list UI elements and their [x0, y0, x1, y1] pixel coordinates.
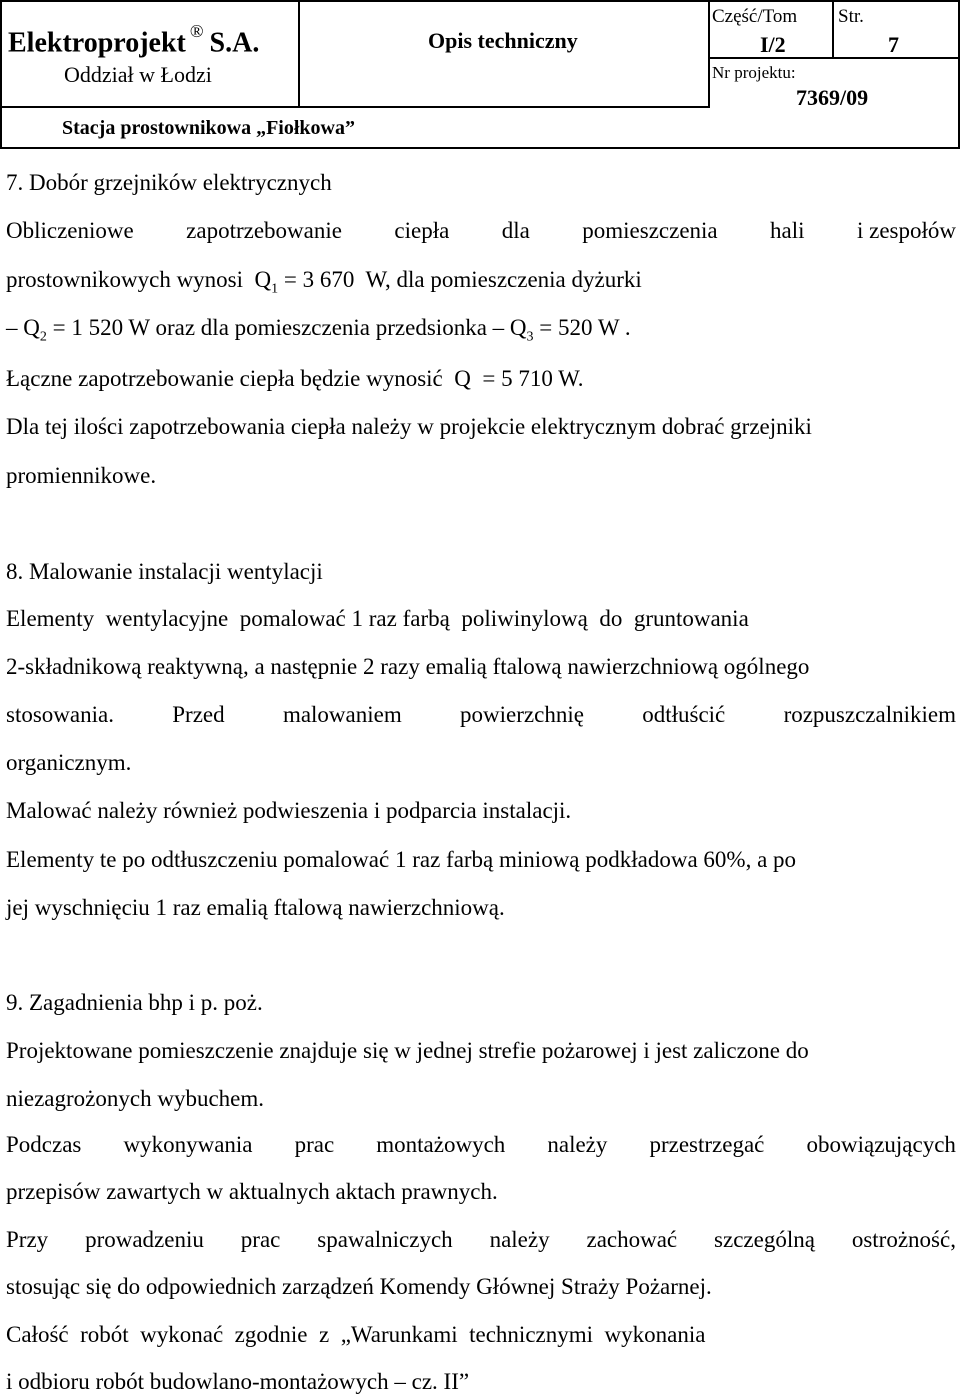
- section-8-line-4: organicznym.: [6, 750, 132, 775]
- header-row-divider: [708, 57, 960, 59]
- section-8-line-6: Elementy te po odtłuszczeniu pomalować 1 raz farbą miniową podkładowa 60%, a po: [6, 847, 797, 872]
- section-7-line-4: Łączne zapotrzebowanie ciepła będzie wynosić Q = 5 710 W.: [6, 366, 584, 391]
- section-8-line-7: jej wyschnięciu 1 raz emalią ftalową nawierzchniową.: [6, 895, 505, 920]
- station-name: Stacja prostownikowa „Fiołkowa”: [62, 117, 355, 139]
- section-9-heading: 9. Zagadnienia bhp i p. poż.: [6, 990, 263, 1015]
- section-8-line-1: Elementy wentylacyjne pomalować 1 raz farbą poliwinylową do gruntowania: [6, 606, 749, 631]
- section-8-line-2: 2-składnikową reaktywną, a następnie 2 razy emalią ftalową nawierzchniową ogólnego: [6, 654, 810, 679]
- section-9-line-7: Całość robót wykonać zgodnie z „Warunkami technicznymi wykonania: [6, 1322, 706, 1347]
- page-label: Str.: [838, 6, 864, 27]
- header-col-divider-2: [708, 0, 710, 108]
- section-8-line-3: stosowania. Przed malowaniem powierzchnię odtłuścić rozpuszczalnikiem: [6, 702, 956, 727]
- section-9-line-3: Podczas wykonywania prac montażowych należy przestrzegać obowiązujących: [6, 1132, 956, 1157]
- section-9-line-5: Przy prowadzeniu prac spawalniczych należy zachować szczególną ostrożność,: [6, 1227, 956, 1252]
- page-number: 7: [888, 32, 899, 57]
- header-col-divider-1: [298, 0, 300, 108]
- section-9-line-1: Projektowane pomieszczenie znajduje się w jednej strefie pożarowej i jest zaliczone do: [6, 1038, 809, 1063]
- project-number-label: Nr projektu:: [712, 63, 796, 82]
- company-name: Elektroprojekt ® S.A.: [8, 21, 260, 59]
- document-header: [0, 0, 960, 149]
- project-number: 7369/09: [796, 85, 869, 110]
- company-branch: Oddział w Łodzi: [64, 62, 212, 87]
- section-9-line-2: niezagrożonych wybuchem.: [6, 1086, 265, 1111]
- section-7-line-5: Dla tej ilości zapotrzebowania ciepła należy w projekcie elektrycznym dobrać grzejniki: [6, 414, 812, 439]
- header-col-divider-3: [832, 0, 834, 58]
- header-border-left: [0, 0, 2, 149]
- section-9-line-8: i odbioru robót budowlano-montażowych – cz. II”: [6, 1369, 470, 1394]
- part-label: Część/Tom: [712, 6, 798, 27]
- header-divider: [0, 106, 710, 108]
- section-7-heading: 7. Dobór grzejników elektrycznych: [6, 170, 332, 195]
- section-9-line-4: przepisów zawartych w aktualnych aktach prawnych.: [6, 1179, 498, 1204]
- section-7-line-2: prostownikowych wynosi $Q_1 = 3$ 670 W, dla pomieszczenia dyżurki: [6, 267, 642, 297]
- section-7-line-6: promiennikowe.: [6, 463, 157, 488]
- header-border-bottom: [0, 147, 960, 149]
- section-9-line-6: stosując się do odpowiednich zarządzeń Komendy Głównej Straży Pożarnej.: [6, 1274, 712, 1299]
- section-8-line-5: Malować należy również podwieszenia i podparcia instalacji.: [6, 798, 572, 823]
- section-7-line-3: – $Q_2 = 1$ 520 W oraz dla pomieszczenia przedsionka – $Q_3 = 520$ W .: [6, 315, 631, 345]
- part-value: I/2: [760, 32, 786, 57]
- document-type: Opis techniczny: [428, 28, 578, 53]
- header-border-top: [0, 0, 960, 2]
- section-8-heading: 8. Malowanie instalacji wentylacji: [6, 559, 323, 584]
- section-7-line-1: Obliczeniowe zapotrzebowanie ciepła dla pomieszczenia hali i zespołów: [6, 218, 956, 243]
